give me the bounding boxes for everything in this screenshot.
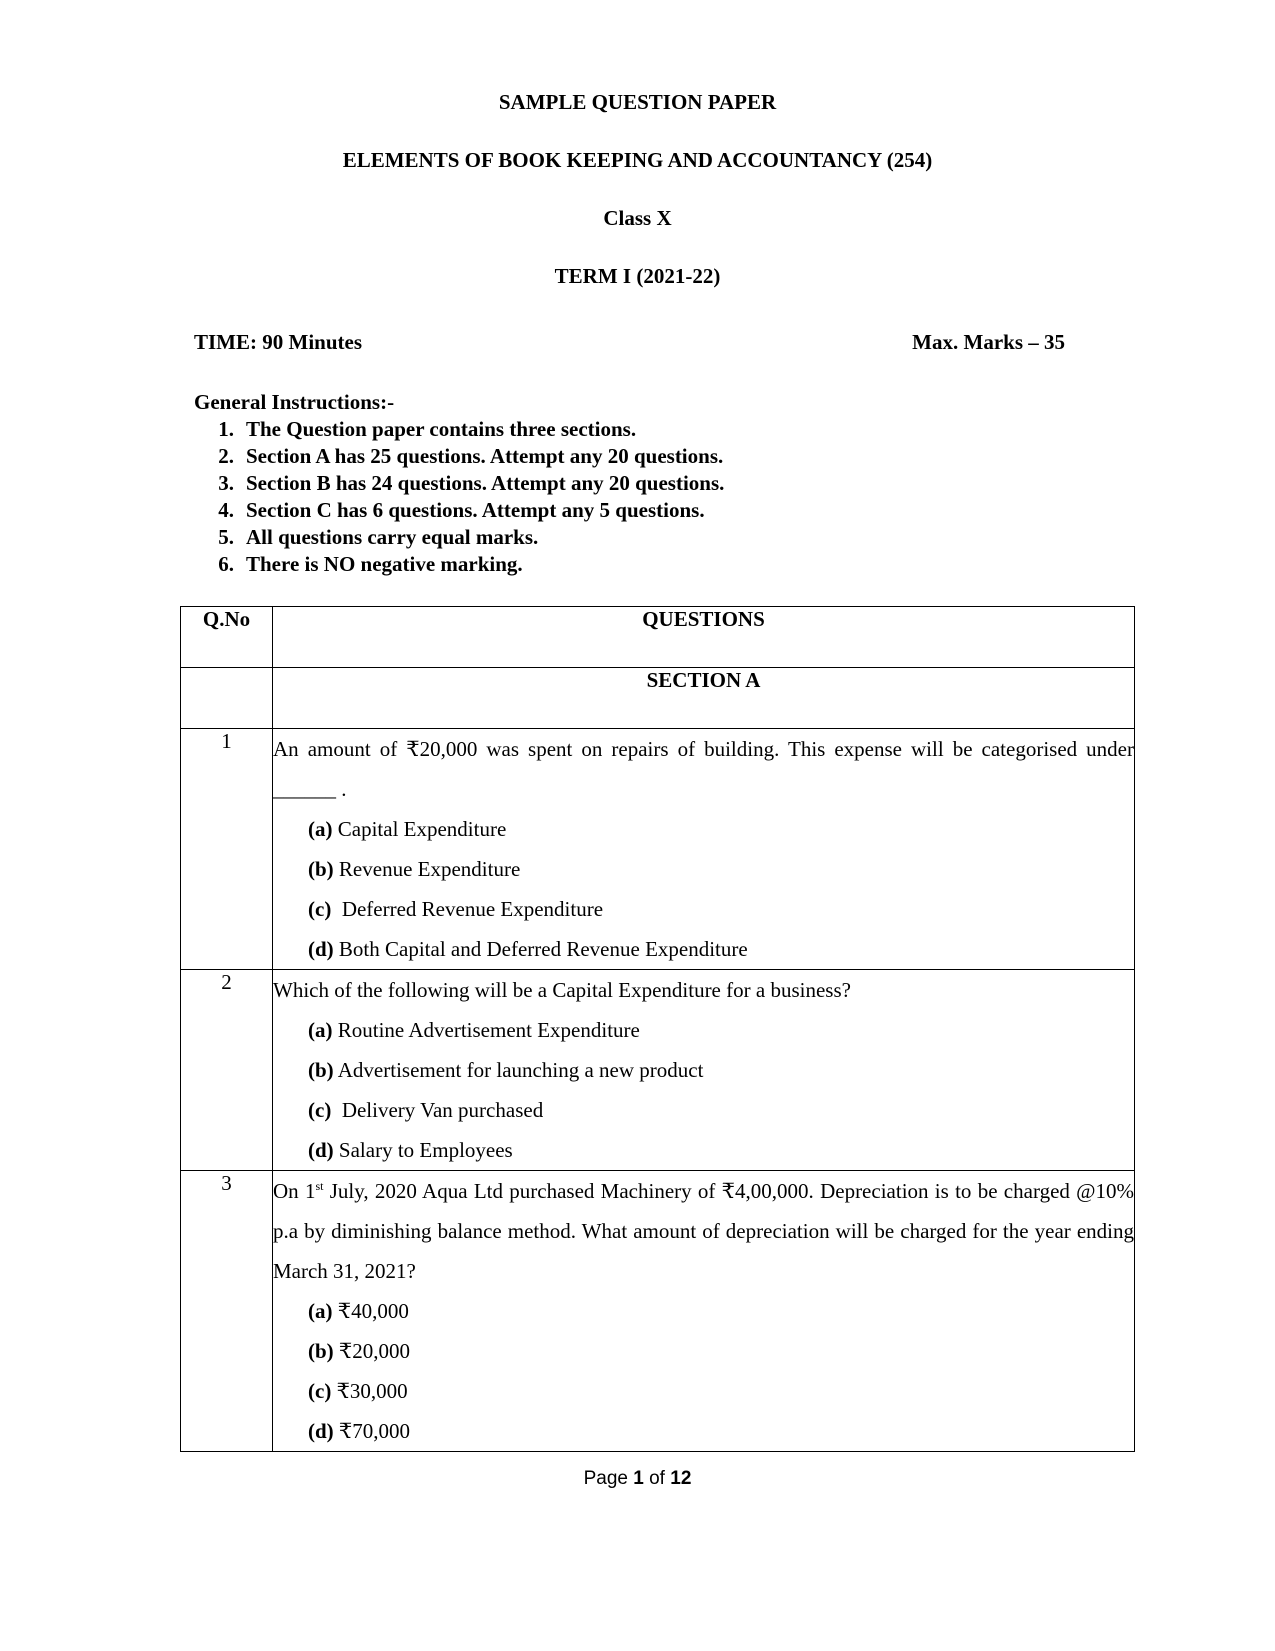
question-stem xyxy=(273,1171,1134,1291)
question-row xyxy=(181,1171,1135,1452)
general-instructions xyxy=(194,390,724,578)
questions-table xyxy=(180,606,1135,1452)
option-label: (c) xyxy=(308,1098,332,1122)
option-item xyxy=(308,929,1134,969)
option-text: Routine Advertisement Expenditure xyxy=(332,1018,640,1042)
section-row xyxy=(181,668,1135,729)
option-text: Delivery Van purchased xyxy=(331,1098,544,1122)
page-footer xyxy=(0,1468,1275,1490)
option-item xyxy=(308,1010,1134,1050)
option-label: (d) xyxy=(308,937,334,961)
option-text: Deferred Revenue Expenditure xyxy=(331,897,604,921)
instruction-number: 1. xyxy=(218,417,234,441)
option-item xyxy=(308,809,1134,849)
of-word: of xyxy=(649,1468,665,1489)
option-item xyxy=(308,1331,1134,1371)
instruction-text: Section A has 25 questions. Attempt any 20 questions. xyxy=(246,444,724,468)
instructions-list xyxy=(194,416,724,578)
question-number: 3 xyxy=(181,1171,273,1452)
option-item xyxy=(308,1050,1134,1090)
table-header-row xyxy=(181,607,1135,668)
page-word: Page xyxy=(583,1468,628,1489)
question-row xyxy=(181,729,1135,970)
option-item xyxy=(308,889,1134,929)
question-body xyxy=(273,729,1135,970)
option-text: Advertisement for launching a new product xyxy=(333,1058,704,1082)
question-body xyxy=(273,970,1135,1171)
option-label: (b) xyxy=(308,857,334,881)
options-list xyxy=(273,1291,1134,1451)
option-text: ₹40,000 xyxy=(332,1299,409,1323)
instruction-item xyxy=(194,470,724,497)
instruction-number: 4. xyxy=(218,498,234,522)
option-label: (a) xyxy=(308,1299,333,1323)
instruction-text: The Question paper contains three sections. xyxy=(246,417,637,441)
section-empty-cell xyxy=(181,668,273,729)
option-text: ₹70,000 xyxy=(333,1419,411,1443)
option-item xyxy=(308,1130,1134,1170)
instruction-number: 5. xyxy=(218,525,234,549)
option-label: (a) xyxy=(308,817,333,841)
option-label: (b) xyxy=(308,1339,334,1363)
option-label: (d) xyxy=(308,1138,334,1162)
option-label: (c) xyxy=(308,897,332,921)
class-label: Class X xyxy=(603,206,672,230)
option-text: ₹30,000 xyxy=(331,1379,408,1403)
instruction-item xyxy=(194,497,724,524)
instruction-number: 6. xyxy=(218,552,234,576)
time-label: TIME: 90 Minutes xyxy=(194,330,362,354)
option-item xyxy=(308,1371,1134,1411)
option-label: (b) xyxy=(308,1058,334,1082)
qno-column-header: Q.No xyxy=(181,607,273,668)
questions-column-header: QUESTIONS xyxy=(273,607,1135,668)
option-item xyxy=(308,1090,1134,1130)
term-label: TERM I (2021-22) xyxy=(554,264,721,288)
option-item xyxy=(308,1291,1134,1331)
option-text: Capital Expenditure xyxy=(332,817,507,841)
option-label: (c) xyxy=(308,1379,332,1403)
option-text: ₹20,000 xyxy=(333,1339,411,1363)
option-text: Both Capital and Deferred Revenue Expenditure xyxy=(333,937,748,961)
ordinal-suffix: st xyxy=(315,1179,324,1193)
question-stem: An amount of ₹20,000 was spent on repairs of building. This expense will be categorised under ______ . xyxy=(273,737,1134,801)
instruction-text: Section C has 6 questions. Attempt any 5 questions. xyxy=(246,498,705,522)
question-stem-part: July, 2020 Aqua Ltd purchased Machinery of ₹4,00,000. Depreciation is to be charged @10% p.a by diminishing balance method. What amount of depreciation will be charged for the year ending March 31, 2021? xyxy=(273,1179,1134,1283)
question-row xyxy=(181,970,1135,1171)
max-marks-label: Max. Marks – 35 xyxy=(912,330,1065,354)
options-list xyxy=(273,1010,1134,1170)
instruction-text: There is NO negative marking. xyxy=(246,552,523,576)
page-number: 1 xyxy=(633,1468,644,1489)
instruction-item xyxy=(194,443,724,470)
instruction-text: All questions carry equal marks. xyxy=(246,525,539,549)
option-item xyxy=(308,1411,1134,1451)
instruction-item xyxy=(194,524,724,551)
instructions-title: General Instructions:- xyxy=(194,390,395,414)
page-total: 12 xyxy=(670,1468,692,1489)
question-body xyxy=(273,1171,1135,1452)
paper-title: SAMPLE QUESTION PAPER xyxy=(498,90,777,114)
subject-title: ELEMENTS OF BOOK KEEPING AND ACCOUNTANCY (254) xyxy=(342,148,933,172)
question-stem-part: On 1 xyxy=(273,1179,316,1203)
options-list xyxy=(273,809,1134,969)
instruction-number: 3. xyxy=(218,471,234,495)
instruction-text: Section B has 24 questions. Attempt any 20 questions. xyxy=(246,471,725,495)
option-item xyxy=(308,849,1134,889)
instruction-number: 2. xyxy=(218,444,234,468)
instruction-item xyxy=(194,416,724,443)
option-text: Revenue Expenditure xyxy=(333,857,521,881)
question-stem: Which of the following will be a Capital Expenditure for a business? xyxy=(273,978,851,1002)
question-number: 2 xyxy=(181,970,273,1171)
section-heading: SECTION A xyxy=(273,668,1135,729)
option-label: (a) xyxy=(308,1018,333,1042)
option-text: Salary to Employees xyxy=(333,1138,513,1162)
instruction-item xyxy=(194,551,724,578)
option-label: (d) xyxy=(308,1419,334,1443)
question-number: 1 xyxy=(181,729,273,970)
